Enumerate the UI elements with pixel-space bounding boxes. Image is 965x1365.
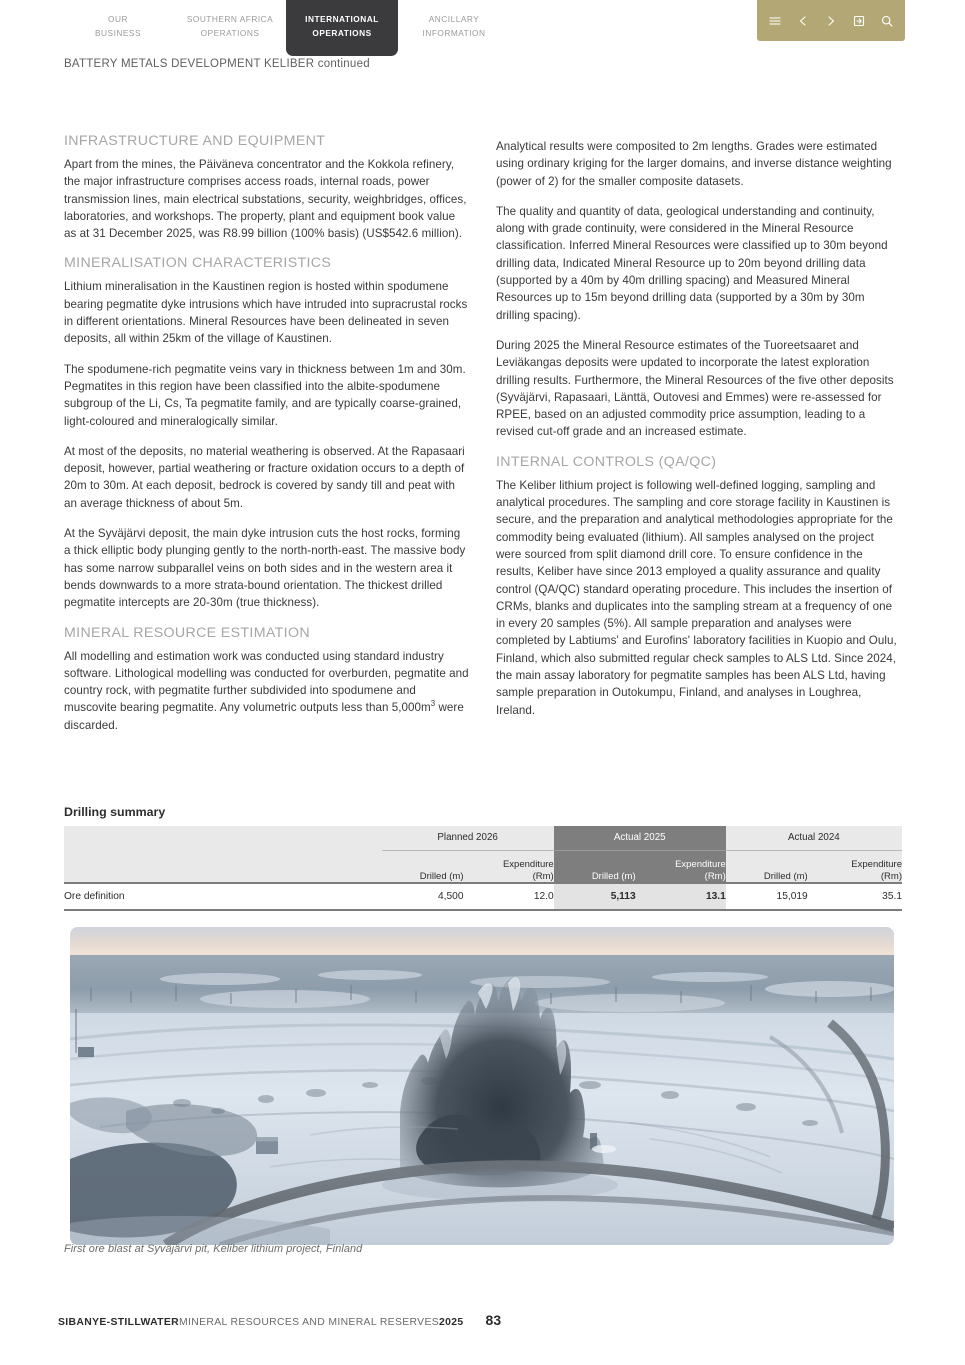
paragraph-infrastructure: Apart from the mines, the Päiväneva concentrator and the Kokkola refinery, the major infrastructure comprises access roads, internal roads, power transmission lines, main electrical substations, security, weighbridges, offices, laboratories, and workshops. The property, plant and equipment book value as at 31 December 2025, was R8.99 billion (100% basis) (US$542.6 million).	[64, 158, 467, 241]
left-column	[64, 133, 469, 747]
sub-header-line1: Expenditure	[502, 859, 554, 870]
top-navigation	[0, 0, 965, 56]
paragraph-modelling	[64, 648, 469, 734]
sub-header-actual2025-expenditure	[636, 850, 726, 883]
menu-icon[interactable]	[768, 13, 783, 28]
tab-label-line2: BUSINESS	[95, 28, 141, 38]
footer-title: MINERAL RESOURCES AND MINERAL RESERVES	[178, 1317, 440, 1328]
cell-planned2026-expenditure: 12.0	[464, 883, 554, 910]
tab-southern-africa-operations[interactable]	[174, 0, 286, 54]
tab-label-line1: ANCILLARY	[428, 14, 480, 24]
sub-header-blank	[64, 850, 382, 883]
superscript-cubic: 3	[430, 699, 436, 709]
sub-header-line2: (Rm)	[880, 870, 902, 882]
tab-label-line2: OPERATIONS	[312, 28, 372, 38]
tab-ancillary-information[interactable]	[398, 0, 510, 54]
paragraph-modelling-part1: All modelling and estimation work was conducted using standard industry software. Lithological modelling was conducted for overburden, pegmatite and country rock, with pegmatite further subdivided into spodumene and muscovite bearing pegmatite. Any volumetric outputs less than 5,000m	[64, 649, 469, 715]
sub-header-planned-expenditure	[464, 850, 554, 883]
running-head: BATTERY METALS DEVELOPMENT KELIBER continued	[64, 58, 370, 70]
footer-brand: SIBANYE-STILLWATER	[58, 1317, 179, 1328]
cell-actual2025-expenditure: 13.1	[636, 883, 726, 910]
sub-header-actual2024-expenditure	[808, 850, 902, 883]
sub-header-planned-drilled: Drilled (m)	[382, 850, 464, 883]
tab-label-line2: INFORMATION	[422, 28, 486, 38]
table-sub-header-row	[64, 850, 902, 883]
sub-header-line1: Expenditure	[851, 859, 902, 870]
photo-caption: First ore blast at Syväjärvi pit, Keliber lithium project, Finland	[64, 1243, 363, 1255]
tab-label-line1: SOUTHERN AFRICA	[186, 14, 274, 24]
paragraph-pegmatite-veins: The spodumene-rich pegmatite veins vary in thickness between 1m and 30m. Pegmatites in this region have been classified into the albite-spodumene subgroup of the Li, Cs, Ta pegmatite family, and are typically coarse-grained, light-coloured and mineralogically similar.	[64, 362, 466, 428]
paragraph-quality-quantity: The quality and quantity of data, geological understanding and continuity, along with grade continuity, were considered in the Mineral Resource classification. Inferred Mineral Resources were classified up to 30m beyond drilling data, Indicated Mineral Resource up to 20m beyond drilling data (supported by a 40m by 40m drilling spacing) and Measured Mineral Resources up to 15m beyond drilling data (supported by a 30m by 30m drilling spacing).	[496, 204, 888, 322]
drilling-summary-table	[64, 826, 902, 911]
exit-icon[interactable]	[852, 13, 867, 28]
heading-infrastructure-and-equipment: INFRASTRUCTURE AND EQUIPMENT	[64, 133, 326, 149]
table-group-header-row	[64, 826, 902, 850]
paragraph-analytical-results: Analytical results were composited to 2m lengths. Grades were estimated using ordinary kriging for the larger domains, and inverse distance weighting (power of 2) for the smaller composite datasets.	[496, 140, 892, 188]
tab-label-line1: OUR	[108, 14, 128, 24]
heading-mineralisation-characteristics: MINERALISATION CHARACTERISTICS	[64, 255, 332, 272]
chevron-right-icon[interactable]	[824, 13, 839, 28]
paragraph-during-2025: During 2025 the Mineral Resource estimates of the Tuoreetsaaret and Leviäkangas deposits were updated to incorporate the latest exploration drilling results. Furthermore, the Mineral Resources of the five other deposits (Syväjärvi, Rapasaari, Länttä, Outovesi and Emmes) were re-assessed for RPEE, based on an adjusted commodity price assumption, leading to a revised cut-off grade and an increased estimate.	[496, 338, 894, 439]
table-title: Drilling summary	[64, 805, 166, 819]
sub-header-line2: (Rm)	[704, 870, 726, 882]
cell-actual2024-expenditure: 35.1	[808, 883, 902, 910]
paragraph-modelling-part2: were discarded.	[64, 701, 464, 732]
group-header-planned-2026: Planned 2026	[382, 826, 554, 850]
cell-actual2025-drilled: 5,113	[554, 883, 636, 910]
tab-label-line2: OPERATIONS	[200, 28, 260, 38]
table-corner-cell	[64, 826, 382, 850]
page-footer	[58, 1312, 501, 1328]
cell-actual2024-drilled: 15,019	[726, 883, 808, 910]
tab-our-business[interactable]	[62, 0, 174, 54]
paragraph-keliber-qaqc: The Keliber lithium project is following well-defined logging, sampling and analytical procedures. The sampling and core storage facility in Kaustinen is secure, and the preparation and analytical methodologies appropriate for the commodity being evaluated (lithium). All samples analysed on the project were sourced from split diamond drill core. To ensure confidence in the results, Keliber have since 2013 employed a quality assurance and quality control (QA/QC) standard operating procedure. This includes the insertion of CRMs, blanks and duplicates into the sampling stream at a frequency of one in every 20 samples (5%). All sample preparation and analyses were completed by Labtiums' and Eurofins' laboratory facilities in Kuopio and Oulu, Finland, which also submitted regular check samples to ALS Ltd. Since 2024, the main assay laboratory for pegmatite samples has been ALS Ltd, having sample preparation in Outokumpu, Finland, and analyses in Loughrea, Ireland.	[496, 478, 897, 717]
group-header-actual-2025: Actual 2025	[554, 826, 726, 850]
tab-label-line1: INTERNATIONAL	[305, 14, 379, 24]
cell-planned2026-drilled: 4,500	[382, 883, 464, 910]
row-label-ore-definition: Ore definition	[64, 883, 382, 910]
right-column	[496, 133, 901, 747]
sub-header-line2: (Rm)	[532, 870, 554, 882]
sub-header-actual2024-drilled: Drilled (m)	[726, 850, 808, 883]
nav-toolbar	[757, 0, 905, 41]
paragraph-syvajarvi-deposit: At the Syväjärvi deposit, the main dyke intrusion cuts the host rocks, forming a thick elliptic body plunging gently to the north-north-east. The massive body has some narrow subparallel veins on both sides and in the western area it bends downwards to a more strata-bound orientation. The thickest drilled pegmatite intercepts are 20-30m (true thickness).	[64, 527, 466, 610]
section-tabs	[62, 0, 510, 56]
group-header-actual-2024: Actual 2024	[726, 826, 902, 850]
sub-header-actual2025-drilled: Drilled (m)	[554, 850, 636, 883]
sub-header-line1: Expenditure	[675, 859, 726, 870]
photo-illustration	[70, 927, 894, 1245]
heading-mineral-resource-estimation: MINERAL RESOURCE ESTIMATION	[64, 624, 310, 641]
body-columns	[64, 133, 902, 747]
chevron-left-icon[interactable]	[796, 13, 811, 28]
heading-internal-controls: INTERNAL CONTROLS (QA/QC)	[496, 453, 717, 470]
search-icon[interactable]	[880, 13, 895, 28]
page-number: 83	[485, 1312, 502, 1328]
footer-year: 2025	[439, 1317, 464, 1328]
tab-international-operations[interactable]	[286, 0, 398, 56]
drilling-summary-section	[64, 805, 902, 911]
paragraph-weathering: At most of the deposits, no material weathering is observed. At the Rapasaari deposit, however, partial weathering or fracture oxidation occurs to a depth of 20m to 30m. At each deposit, bedrock is covered by sandy till and peat with an average thickness of about 5m.	[64, 444, 465, 510]
aerial-winter-mine-blast-photo	[70, 927, 894, 1245]
paragraph-lithium-mineralisation: Lithium mineralisation in the Kaustinen region is hosted within spodumene bearing pegmatite dyke intrusions which have intruded into supracrustal rocks in different orientations. Mineral Resources have been delineated in seven deposits, all within 25km of the village of Kaustinen.	[64, 280, 468, 346]
table-row	[64, 883, 902, 910]
